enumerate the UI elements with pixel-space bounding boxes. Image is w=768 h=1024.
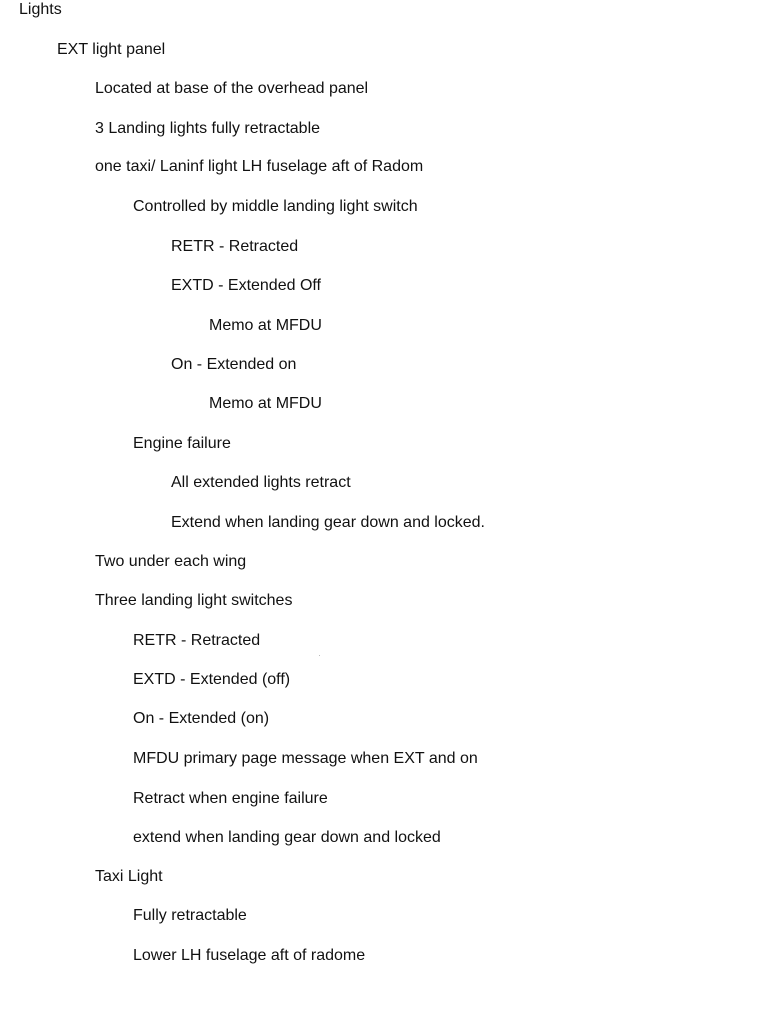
outline-item: Located at base of the overhead panel	[95, 80, 369, 97]
outline-item: Retract when engine failure	[133, 790, 328, 807]
outline-item: 3 Landing lights fully retractable	[95, 120, 321, 137]
outline-item: Lower LH fuselage aft of radome	[133, 947, 366, 964]
stray-mark	[319, 655, 320, 656]
outline-item-taxi-light: Taxi Light	[95, 868, 163, 885]
outline-item: Memo at MFDU	[209, 317, 322, 334]
outline-item: Engine failure	[133, 435, 231, 452]
outline-item: RETR - Retracted	[133, 632, 261, 649]
outline-item-ext-light-panel: EXT light panel	[57, 41, 166, 58]
outline-item: one taxi/ Laninf light LH fuselage aft of Radom	[95, 158, 424, 175]
outline-item: Extend when landing gear down and locked.	[171, 514, 485, 531]
outline-item: Three landing light switches	[95, 592, 293, 609]
outline-item: Two under each wing	[95, 553, 247, 570]
outline-heading-lights: Lights	[19, 1, 62, 18]
outline-item: Fully retractable	[133, 907, 247, 924]
outline-item: Memo at MFDU	[209, 395, 322, 412]
outline-item: extend when landing gear down and locked	[133, 829, 441, 846]
outline-item: Controlled by middle landing light switch	[133, 198, 418, 215]
outline-item: EXTD - Extended Off	[171, 277, 321, 294]
outline-item: RETR - Retracted	[171, 238, 299, 255]
outline-item: All extended lights retract	[171, 474, 351, 491]
outline-item: On - Extended on	[171, 356, 297, 373]
outline-item: On - Extended (on)	[133, 710, 270, 727]
outline-item: MFDU primary page message when EXT and on	[133, 750, 478, 767]
outline-item: EXTD - Extended (off)	[133, 671, 291, 688]
